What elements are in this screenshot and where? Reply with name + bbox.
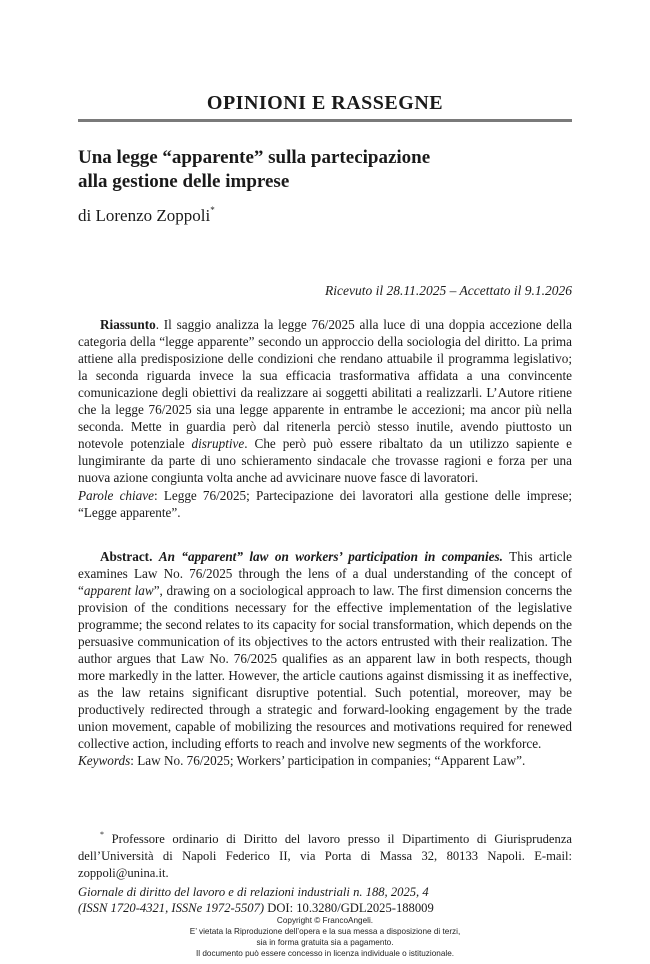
- riassunto-text-1: . Il saggio analizza la legge 76/2025 alla luce di una doppia accezione della categoria della “legge apparente” secondo un approccio della sociologia del diritto. La prima attiene alla predisposizione delle condizioni che rendano attuabile il programma legislativo; la seconda riguarda invece la sua efficacia trasformativa affidata a una convincente comunicazione degli obiettivi da realizzare ai soggetti abilitati a realizzarli. L’Autore ritiene che la legge 76/2025 sia una legge apparente in entrambe le accezioni; ma ancor più nella seconda. Mette in guardia però dal ritenerla perciò stesso inutile, avendo piuttosto un notevole potenziale: [78, 317, 572, 451]
- journal-citation: [78, 884, 572, 916]
- parole-chiave-label: Parole chiave: [78, 488, 154, 503]
- copyright-line-3: sia in forma gratuita sia a pagamento.: [256, 938, 394, 947]
- journal-doi: DOI: 10.3280/GDL2025-188009: [267, 901, 434, 915]
- copyright-line-4: Il documento può essere concesso in licenza individuale o istituzionale.: [195, 949, 455, 958]
- parole-chiave-text: : Legge 76/2025; Partecipazione dei lavoratori alla gestione delle imprese; “Legge apparente”.: [78, 488, 572, 520]
- keywords-label: Keywords: [78, 753, 131, 768]
- abstract-text-1: This article examines Law No. 76/2025 through the lens of a dual understanding of the concept of “: [78, 549, 572, 598]
- footnote-text: Professore ordinario di Diritto del lavoro presso il Dipartimento di Giurisprudenza dell’Università di Napoli Federico II, via Porta di Massa 32, 80133 Napoli. E-mail: zoppoli@unina.it.: [78, 832, 572, 880]
- abstract-emphasis: apparent law: [83, 583, 154, 598]
- article-title-line-1: Una legge “apparente” sulla partecipazione: [78, 147, 431, 168]
- copyright-line-2: E’ vietata la Riproduzione dell’opera e la sua messa a disposizione di terzi,: [189, 927, 461, 936]
- abstract-paragraph: [78, 548, 572, 752]
- riassunto-emphasis: disruptive: [191, 436, 245, 451]
- keywords-text: : Law No. 76/2025; Workers’ participation in companies; “Apparent Law”.: [130, 753, 526, 768]
- section-rule: [78, 119, 572, 122]
- received-accepted-dates: Ricevuto il 28.11.2025 – Accettato il 9.1.2026: [325, 283, 572, 298]
- abstract-label: Abstract.: [100, 549, 153, 564]
- abstract-title: An “apparent” law on workers’ participation in companies.: [158, 549, 503, 564]
- article-title: [78, 146, 572, 194]
- journal-issn: (ISSN 1720-4321, ISSNe 1972-5507): [78, 901, 268, 915]
- riassunto-paragraph: [78, 316, 572, 486]
- author-name: di Lorenzo Zoppoli: [78, 206, 211, 225]
- copyright-line-1: Copyright © FrancoAngeli.: [276, 916, 374, 925]
- author: [78, 205, 215, 226]
- journal-issn-doi: [78, 900, 572, 916]
- riassunto-text-2: . Che però può essere ribaltato da un utilizzo sapiente e lungimirante da parte di uno schieramento sindacale che trovasse ragioni e forza per una nuova azione congiunta volta anche ad avvicinare nuove fasce di lavoratori.: [78, 436, 572, 485]
- abstract-text-2: ”, drawing on a sociological approach to law. The first dimension concerns the provision of the conditions necessary for the effective implementation of the legislative programme; the second relates to its capacity for social transformation, which depends on the persuasive communication of its objectives to the actors entrusted with their realization. The author argues that Law No. 76/2025 qualifies as an apparent law in both respects, though more markedly in the latter. However, the article cautions against dismissing it as ineffective, as the law retains significant disruptive potential. Such potential, moreover, may be productively redirected through a strategic and forward-looking engagement by the trade union movement, capable of mobilizing the resources and motivations required for renewed collective action, including efforts to reach and involve new segments of the workforce.: [78, 583, 572, 751]
- article-title-line-2: alla gestione delle imprese: [78, 171, 290, 192]
- copyright-notice: [78, 915, 572, 959]
- author-footnote-mark: *: [210, 205, 215, 215]
- footnote-mark: *: [100, 830, 104, 839]
- keywords-paragraph: [78, 752, 572, 769]
- journal-name: Giornale di diritto del lavoro e di relazioni industriali n. 188, 2025, 4: [78, 885, 429, 899]
- parole-chiave-paragraph: [78, 487, 572, 521]
- section-title: OPINIONI E RASSEGNE: [206, 92, 444, 114]
- riassunto-label: Riassunto: [100, 317, 156, 332]
- author-footnote: [78, 826, 572, 882]
